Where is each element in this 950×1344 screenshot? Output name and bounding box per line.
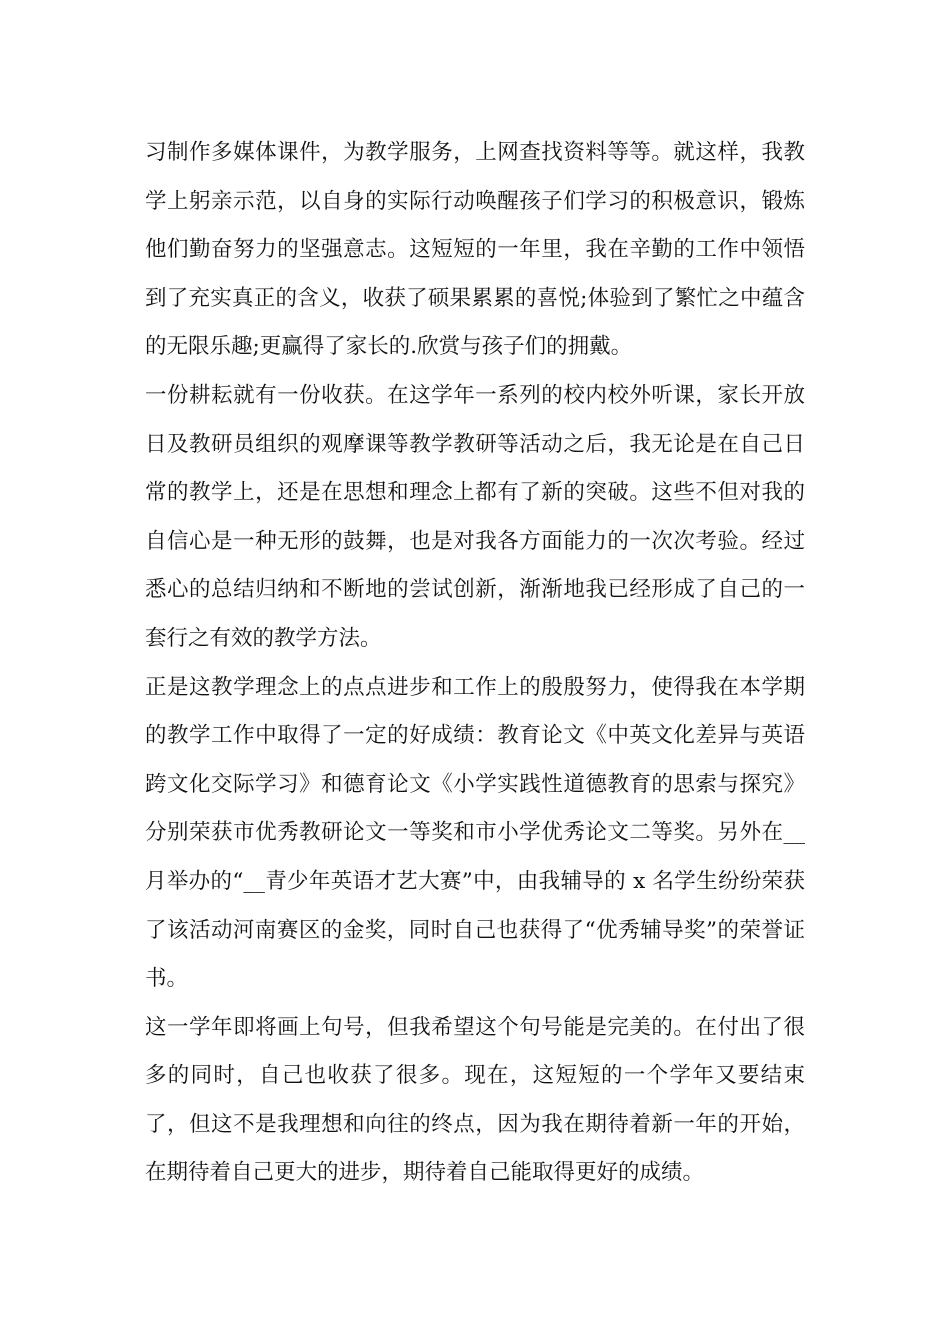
paragraph-4: 这一学年即将画上句号，但我希望这个句号能是完美的。在付出了很多的同时，自己也收获了很多。现在，这短短的一个学年又要结束了，但这不是我理想和向往的终点，因为我在期待着新一年的开始，在期待着自己更大的进步，期待着自己能取得更好的成绩。 (145, 1014, 805, 1186)
paragraph-2: 一份耕耘就有一份收获。在这学年一系列的校内校外听课，家长开放日及教研员组织的观摩课等教学教研等活动之后，我无论是在自己日常的教学上，还是在思想和理念上都有了新的突破。这些不但对我的自信心是一种无形的鼓舞，也是对我各方面能力的一次次考验。经过悉心的总结归纳和不断地的尝试创新，渐渐地我已经形成了自己的一套行之有效的教学方法。 (145, 382, 805, 651)
paragraph-1: 习制作多媒体课件，为教学服务，上网查找资料等等。就这样，我教学上躬亲示范，以自身的实际行动唤醒孩子们学习的积极意识，锻炼他们勤奋努力的坚强意志。这短短的一年里，我在辛勤的工作中领悟到了充实真正的含义，收获了硕果累累的喜悦;体验到了繁忙之中蕴含的无限乐趣;更赢得了家长的.欣赏与孩子们的拥戴。 (145, 140, 805, 360)
paragraph-3: 正是这教学理念上的点点进步和工作上的殷殷努力，使得我在本学期的教学工作中取得了一定的好成绩：教育论文《中英文化差异与英语跨文化交际学习》和德育论文《小学实践性道德教育的思索与探究》分别荣获市优秀教研论文一等奖和市小学优秀论文二等奖。另外在__月举办的“__青少年英语才艺大赛”中，由我辅导的 x 名学生纷纷荣获了该活动河南赛区的金奖，同时自己也获得了“优秀辅导奖”的荣誉证书。 (145, 674, 805, 992)
document-body (145, 129, 805, 1198)
